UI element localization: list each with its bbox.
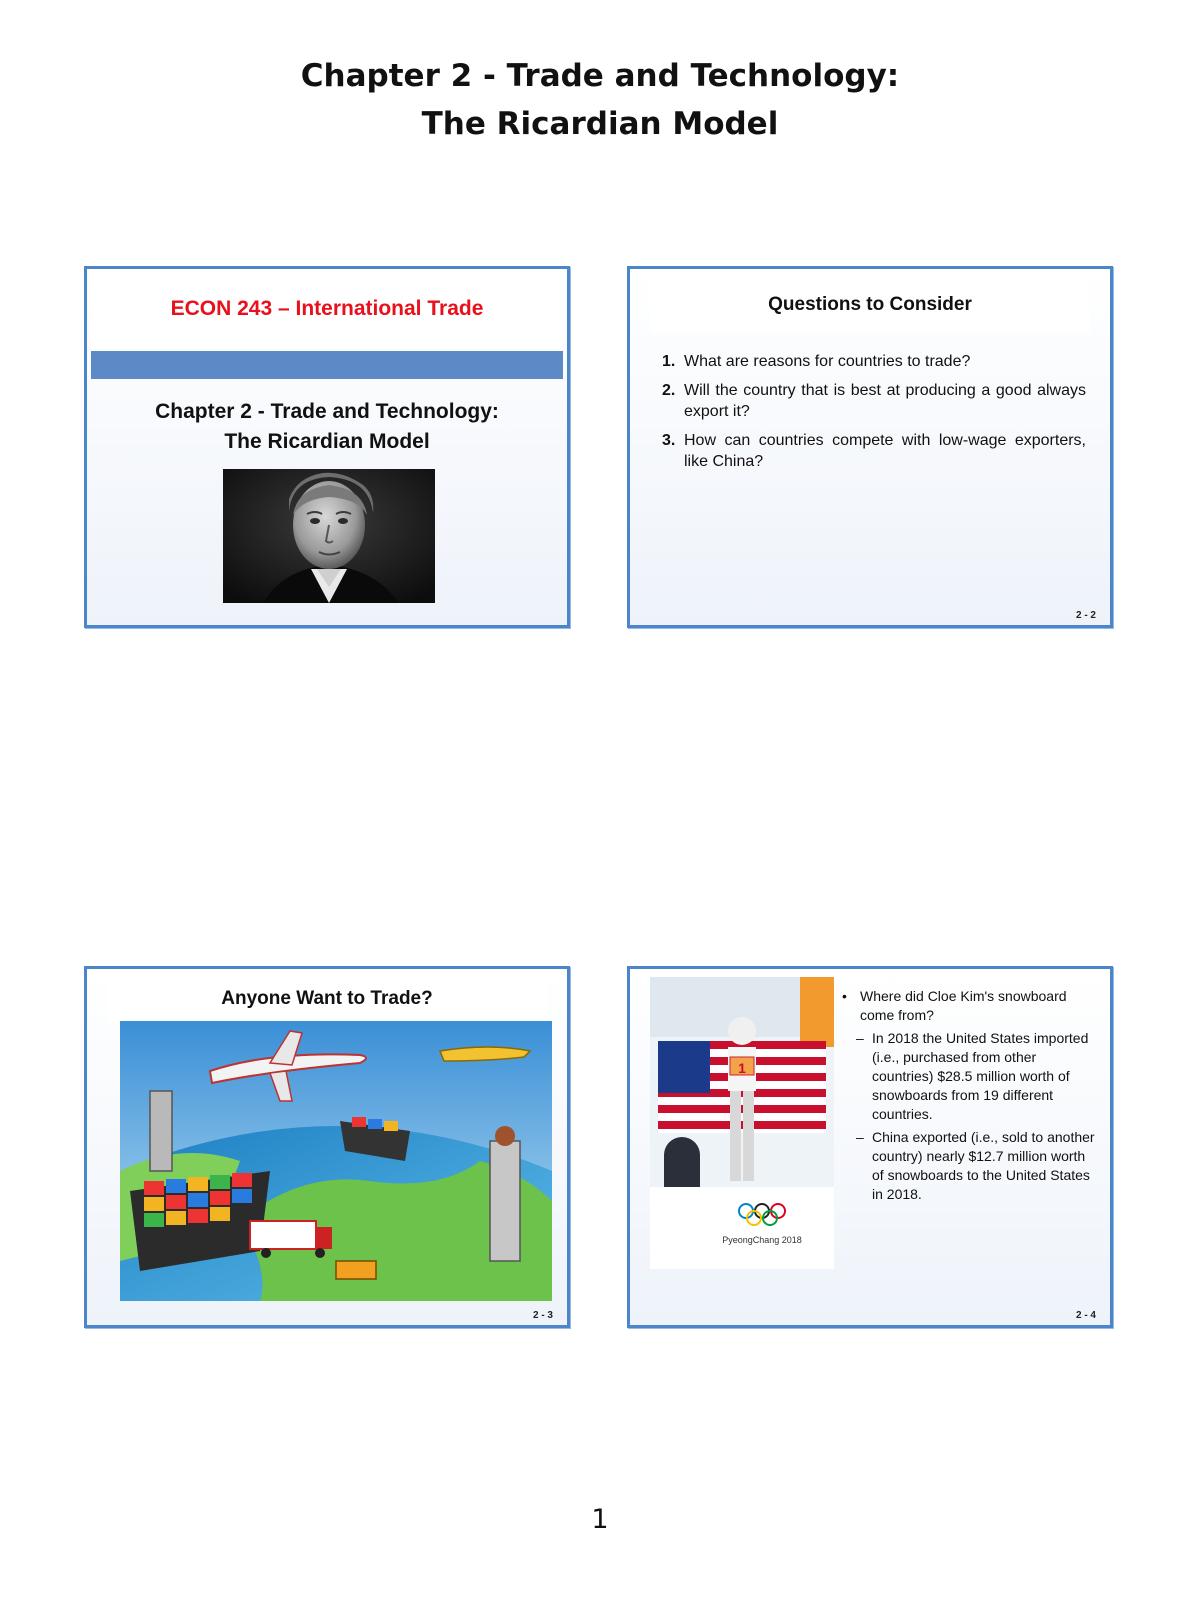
castle-tower-icon — [490, 1141, 520, 1261]
bullet-icon: • — [842, 988, 847, 1004]
podium-text: PyeongChang 2018 — [722, 1235, 802, 1245]
bib-number: 1 — [738, 1060, 746, 1076]
title-band — [91, 351, 563, 379]
course-name: ECON 243 – International Trade — [91, 269, 563, 349]
slide-1-title — [84, 266, 570, 628]
portrait-engraving — [223, 469, 435, 603]
ricardo-portrait — [223, 469, 435, 603]
slide-3-trade — [84, 966, 570, 1328]
question-number: 3. — [662, 432, 676, 449]
sub-bullet — [856, 1029, 1098, 1124]
question-text: What are reasons for countries to trade? — [684, 353, 971, 370]
chloe-kim-photo — [650, 977, 834, 1269]
snowboard-notes — [842, 987, 1098, 1204]
slide-2-questions — [627, 266, 1113, 628]
page-title-line-2: The Ricardian Model — [421, 106, 779, 142]
sub-bullet-text: In 2018 the United States imported (i.e., purchased from other countries) $28.5 million worth of snowboards from 19 different countries. — [872, 1030, 1089, 1122]
slide-3-title: Anyone Want to Trade? — [107, 975, 547, 1023]
sub-bullet — [856, 1128, 1098, 1204]
trade-illustration — [120, 1021, 552, 1301]
slide-1-chapter-title — [87, 397, 567, 457]
questions-list — [662, 351, 1086, 480]
question-number: 2. — [662, 382, 676, 399]
sub-bullet-text: China exported (i.e., sold to another country) nearly $12.7 million worth of snowboards to the United States in 2018. — [872, 1129, 1095, 1202]
slide-2-title: Questions to Consider — [650, 277, 1090, 333]
bullet-text: Where did Cloe Kim's snowboard come from? — [860, 988, 1067, 1023]
slide-number: 2 - 4 — [1075, 1310, 1096, 1321]
truck-icon — [336, 1261, 376, 1279]
slide-1-title-line-1: Chapter 2 - Trade and Technology: — [155, 400, 499, 423]
page-title-line-1: Chapter 2 - Trade and Technology: — [300, 58, 900, 94]
question-number: 1. — [662, 353, 676, 370]
page-number: 1 — [591, 1504, 609, 1535]
slide-4-snowboard — [627, 966, 1113, 1328]
question-text: Will the country that is best at producing a good always export it? — [684, 382, 1086, 420]
dash-icon: – — [856, 1030, 864, 1046]
main-bullet — [842, 987, 1098, 1025]
question-item — [662, 430, 1086, 472]
question-text: How can countries compete with low-wage exporters, like China? — [684, 432, 1086, 470]
slide-number: 2 - 3 — [532, 1310, 553, 1321]
olympic-podium-photo — [650, 977, 834, 1269]
bear-icon — [495, 1126, 515, 1146]
page-title — [0, 52, 1200, 148]
slide-1-title-line-2: The Ricardian Model — [224, 430, 430, 453]
slide-number: 2 - 2 — [1075, 610, 1096, 621]
question-item — [662, 380, 1086, 422]
trade-cartoon — [120, 1021, 552, 1301]
question-item — [662, 351, 1086, 372]
castle-tower-icon — [150, 1091, 172, 1171]
dash-icon: – — [856, 1129, 864, 1145]
